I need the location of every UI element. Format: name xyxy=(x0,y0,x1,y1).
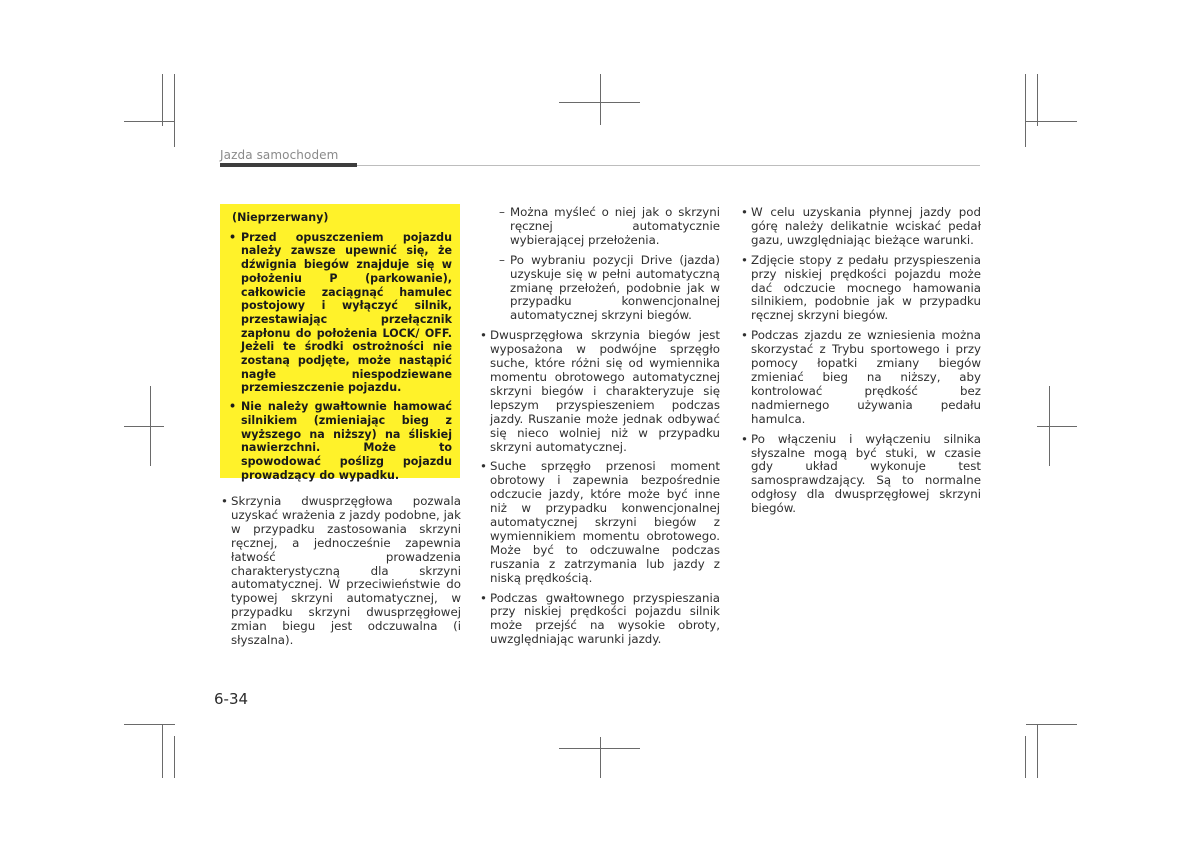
crop-mark xyxy=(174,736,175,778)
list-item-text: Zdjęcie stopy z pedału przyspieszenia przy niskiej prędkości pojazdu może dać odczucie mocnego hamowania silnikiem, podobnie jak w przypadku ręcznej skrzyni biegów. xyxy=(751,252,981,323)
list-item xyxy=(480,460,720,585)
crop-mark xyxy=(162,74,163,126)
dash-icon: – xyxy=(499,205,505,219)
list-item-text: Po włączeniu i wyłączeniu silnika słyszalne mogą być stuki, w czasie gdy układ wykonuje test samosprawdzający. Są to normalne odgłosy dla dwusprzęgłowej skrzyni biegów. xyxy=(751,431,981,516)
list-item-text: W celu uzyskania płynnej jazdy pod górę należy delikatnie wciskać pedał gazu, uwzględniając bieżące warunki. xyxy=(751,205,981,247)
header-bar xyxy=(220,163,357,167)
column-right xyxy=(741,206,981,522)
list-item-text: Podczas zjazdu ze wzniesienia można skorzystać z Trybu sportowego i przy pomocy łopatki zmiany biegów zmieniać bieg na niższy, aby kontrolować prędkość bez nadmiernego używania pedału hamulca. xyxy=(751,328,981,426)
bullet-icon: • xyxy=(229,400,237,414)
crop-mark xyxy=(1025,736,1026,778)
list-item xyxy=(480,592,720,648)
list-item xyxy=(741,433,981,516)
registration-mark xyxy=(600,737,601,778)
list-item xyxy=(741,206,981,248)
bullet-icon: • xyxy=(741,252,748,267)
header-rule xyxy=(357,165,980,166)
bullet-icon: • xyxy=(221,494,228,508)
list-item-text: Suche sprzęgło przenosi moment obrotowy i zapewnia bezpośrednie odczucie jazdy, które może być inne niż w przypadku konwencjonalnej automatycznej skrzyni biegów z wymiennikiem momentu obrotowego. Może być to odczuwalne podczas ruszania z zatrzymania lub jazdy z niską prędkością. xyxy=(490,459,720,585)
warning-item xyxy=(229,231,452,395)
registration-mark xyxy=(124,426,164,427)
crop-mark xyxy=(124,724,175,725)
crop-mark xyxy=(124,121,175,122)
bullet-icon: • xyxy=(741,205,748,219)
list-item-text: Podczas gwałtownego przyspieszania przy niskiej prędkości pojazdu silnik może przejść na wysokie obroty, uwzględniając warunki jazdy. xyxy=(490,590,720,647)
crop-mark xyxy=(174,74,175,147)
registration-mark xyxy=(600,74,601,125)
list-item-text: Skrzynia dwusprzęgłowa pozwala uzyskać wrażenia z jazdy podobne, jak w przypadku zastosowania skrzyni ręcznej, a jednocześnie zapewnia łatwość prowadzenia charakterystyczną dla skrzyni automatycznej. W przeciwieństwie do typowej skrzyni automatycznej, w przypadku skrzyni dwusprzęgłowej zmian biegu jest odczuwalna (i słyszalna). xyxy=(231,494,461,648)
registration-mark xyxy=(1037,426,1077,427)
list-item xyxy=(741,254,981,324)
bullet-icon: • xyxy=(480,459,487,474)
column-left xyxy=(221,495,461,654)
bullet-icon: • xyxy=(741,328,748,343)
bullet-icon: • xyxy=(480,590,487,605)
sub-list-item xyxy=(499,206,720,248)
crop-mark xyxy=(1026,724,1077,725)
registration-mark xyxy=(150,386,151,466)
warning-item-text: Nie należy gwałtownie hamować silnikiem (zmieniając bieg z wyższego na niższy) na śliskiej nawierzchni. Może to spowodować poślizg pojazdu prowadzący do wypadku. xyxy=(241,400,452,482)
warning-item-text: Przed opuszczeniem pojazdu należy zawsze upewnić się, że dźwignia biegów znajduje się w położeniu P (parkowanie), całkowicie zaciągnąć hamulec postojowy i wyłączyć silnik, przestawiając przełącznik zapłonu do położenia LOCK/ OFF. Jeżeli te środki ostrożności nie zostaną podjęte, może nastąpić nagłe niespodziewane przemieszczenie pojazdu. xyxy=(241,230,452,395)
crop-mark xyxy=(1025,74,1026,147)
list-item xyxy=(480,329,720,454)
crop-mark xyxy=(1026,121,1077,122)
bullet-icon: • xyxy=(480,328,487,343)
list-item-text: Dwusprzęgłowa skrzynia biegów jest wyposażona w podwójne sprzęgło suche, które różni się od wymiennika momentu obrotowego automatycznej skrzyni biegów i charakteryzuje się lepszym przyspieszeniem podczas jazdy. Ruszanie może jednak odbywać się nieco wolniej niż w przypadku skrzyni automatycznej. xyxy=(490,328,720,454)
warning-box xyxy=(220,204,460,482)
column-middle xyxy=(480,206,720,653)
list-item xyxy=(741,329,981,426)
bullet-icon: • xyxy=(229,230,237,244)
list-item xyxy=(221,495,461,648)
section-title: Jazda samochodem xyxy=(220,148,339,162)
crop-mark xyxy=(1037,724,1038,778)
crop-mark xyxy=(162,724,163,778)
sub-list-item xyxy=(499,254,720,324)
warning-item xyxy=(229,400,452,482)
page-number: 6-34 xyxy=(214,690,249,708)
dash-icon: – xyxy=(499,252,505,267)
crop-mark xyxy=(1037,74,1038,126)
list-item-text: Po wybraniu pozycji Drive (jazda) uzyskuje się w pełni automatyczną zmianę przełożeń, podobnie jak w przypadku konwencjonalnej automatycznej skrzyni biegów. xyxy=(510,252,720,323)
bullet-icon: • xyxy=(741,431,748,446)
warning-title: (Nieprzerwany) xyxy=(232,211,329,224)
registration-mark xyxy=(1049,386,1050,466)
list-item-text: Można myśleć o niej jak o skrzyni ręcznej automatycznie wybierającej przełożenia. xyxy=(510,205,720,247)
